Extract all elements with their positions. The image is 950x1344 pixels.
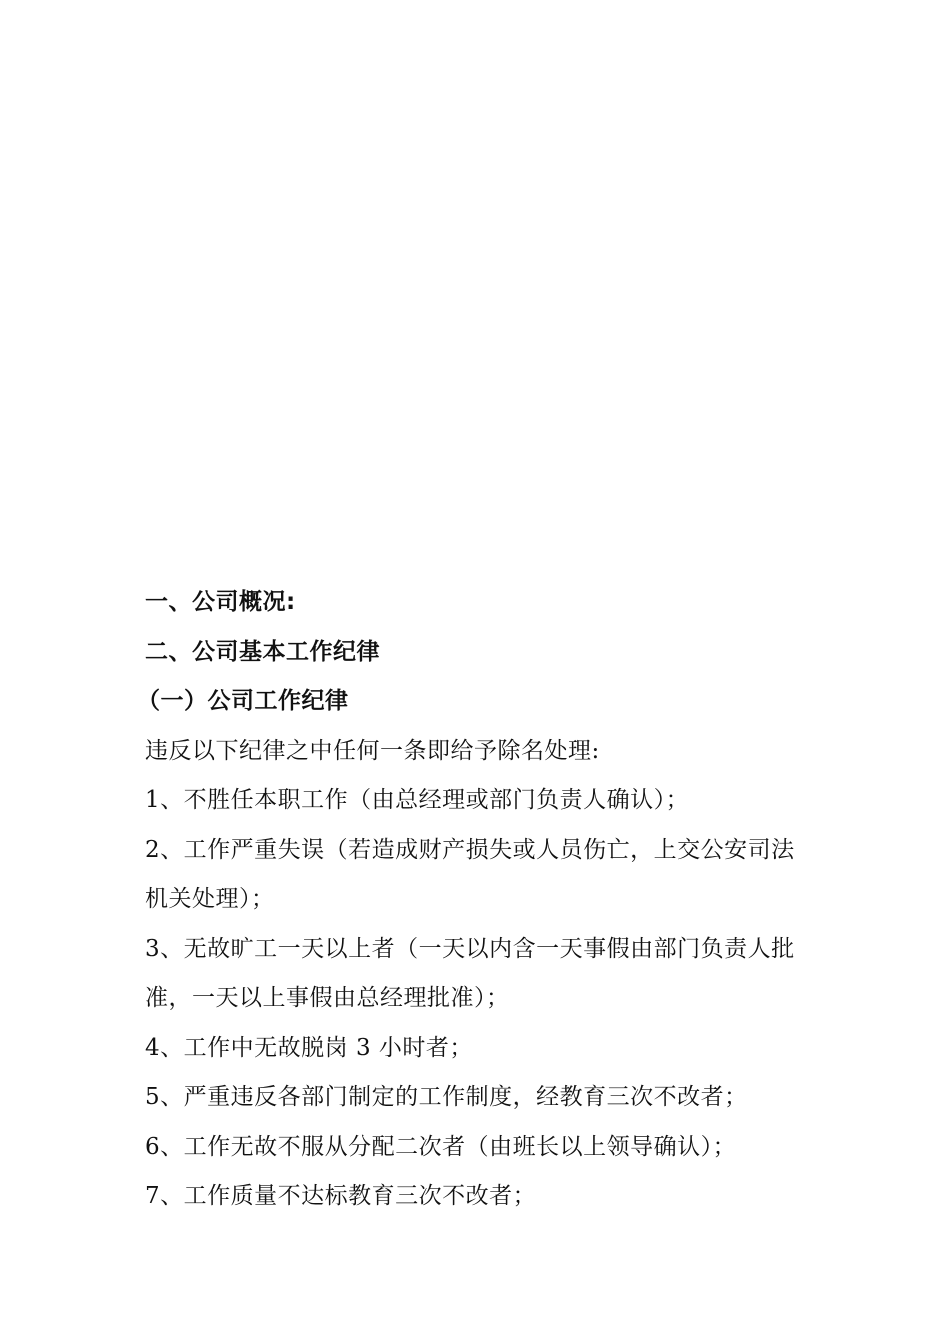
subsection-heading-company-discipline: （一）公司工作纪律 xyxy=(137,688,349,714)
intro-paragraph: 违反以下纪律之中任何一条即给予除名处理: xyxy=(145,737,600,764)
rule-line: 6、工作无故不服从分配二次者（由班长以上领导确认）； xyxy=(145,1133,737,1160)
rule-line: 机关处理）； xyxy=(145,886,275,912)
section-heading-work-discipline: 二、公司基本工作纪律 xyxy=(145,638,380,665)
rule-line: 3、无故旷工一天以上者（一天以内含一天事假由部门负责人批 xyxy=(145,935,795,962)
rule-line: 1、不胜任本职工作（由总经理或部门负责人确认）； xyxy=(145,787,690,813)
section-heading-company-overview: 一、公司概况: xyxy=(145,589,296,615)
document-body xyxy=(137,578,855,1222)
rule-line: 2、工作严重失误（若造成财产损失或人员伤亡，上交公安司法 xyxy=(145,836,795,863)
rule-line: 4、工作中无故脱岗 3 小时者； xyxy=(145,1034,473,1061)
rule-line: 7、工作质量不达标教育三次不改者； xyxy=(145,1183,537,1209)
rule-line: 5、严重违反各部门制定的工作制度，经教育三次不改者； xyxy=(145,1084,748,1110)
rule-line: 准，一天以上事假由总经理批准）； xyxy=(145,985,510,1011)
